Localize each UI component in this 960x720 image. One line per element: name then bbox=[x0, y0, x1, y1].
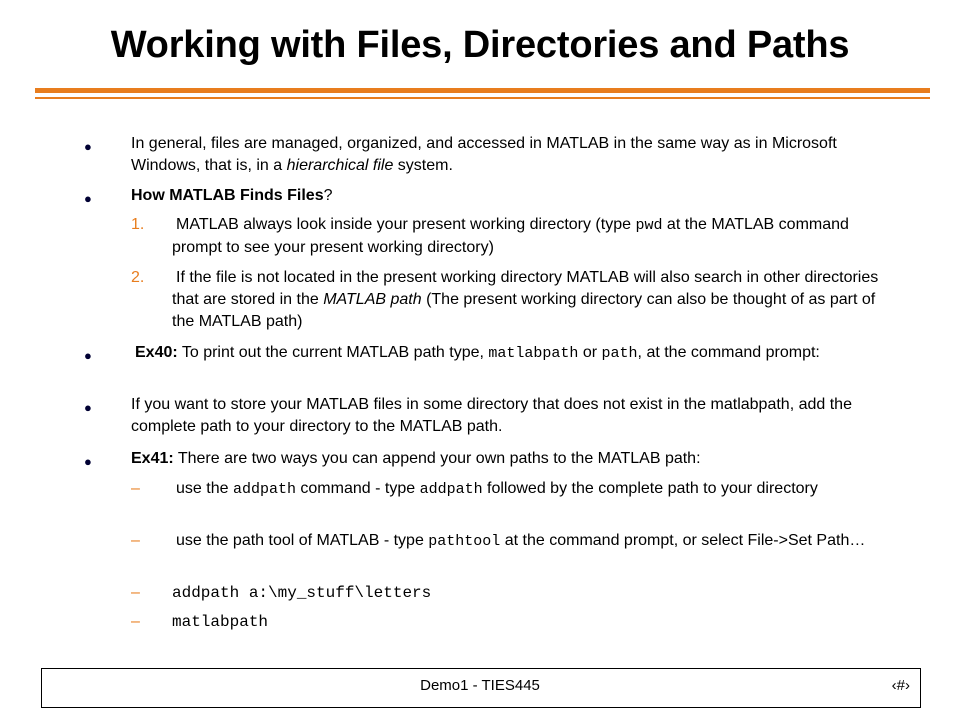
sub-item-present-working-directory: MATLAB always look inside your present working directory (type pwd at the MATLAB command prompt to see your present working directory) bbox=[172, 216, 849, 256]
bullet-ex41: Ex41: There are two ways you can append your own paths to the MATLAB path: bbox=[131, 450, 701, 467]
dash-marker: – bbox=[131, 480, 140, 497]
sub-item-addpath-command: use the addpath command - type addpath followed by the complete path to your directory bbox=[176, 480, 818, 498]
bullet-icon: ● bbox=[84, 348, 92, 363]
bullet-icon: ● bbox=[84, 191, 92, 206]
slide-title: Working with Files, Directories and Paths bbox=[110, 24, 850, 66]
code-example-addpath: addpath a:\my_stuff\letters bbox=[172, 584, 432, 602]
bullet-files-overview: In general, files are managed, organized, and accessed in MATLAB in the same way as in Microsoft Windows, that is, in a hierarchical file system. bbox=[131, 135, 837, 174]
slide-number: ‹#› bbox=[891, 677, 910, 694]
bullet-icon: ● bbox=[84, 400, 92, 415]
code-example-matlabpath: matlabpath bbox=[172, 613, 269, 631]
dash-marker: – bbox=[131, 532, 140, 549]
bullet-how-matlab-finds-files: How MATLAB Finds Files? bbox=[131, 187, 333, 204]
bullet-icon: ● bbox=[84, 454, 92, 469]
numbered-marker: 2. bbox=[131, 269, 145, 286]
bullet-ex40: Ex40: To print out the current MATLAB path type, matlabpath or path, at the command prompt: bbox=[135, 344, 820, 362]
footer-label: Demo1 - TIES445 bbox=[420, 677, 540, 694]
bullet-store-files: If you want to store your MATLAB files in some directory that does not exist in the matlabpath, add the complete path to your directory to the MATLAB path. bbox=[131, 396, 852, 435]
sub-item-pathtool: use the path tool of MATLAB - type pathtool at the command prompt, or select File->Set Path… bbox=[176, 532, 866, 550]
bullet-icon: ● bbox=[84, 139, 92, 154]
sub-item-matlab-path-search: If the file is not located in the present working directory MATLAB will also search in other directories that are stored in the MATLAB path (The present working directory can also be thought of as part of the MATLAB path) bbox=[172, 269, 879, 330]
numbered-marker: 1. bbox=[131, 216, 145, 233]
dash-marker: – bbox=[131, 584, 140, 601]
dash-marker: – bbox=[131, 613, 140, 630]
